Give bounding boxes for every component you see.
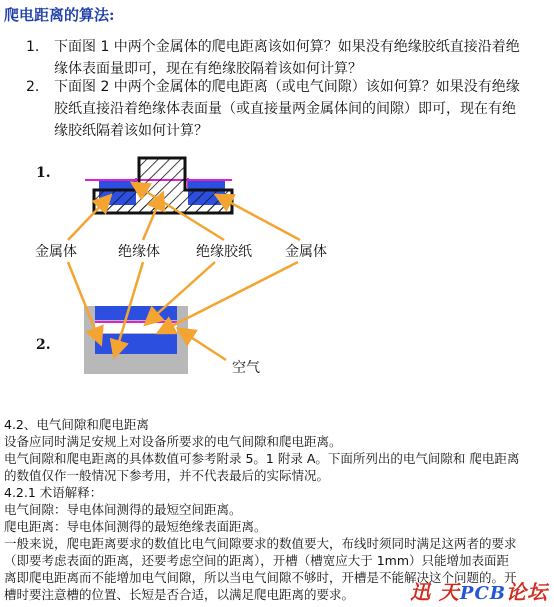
question-1-line-1: 下面图 1 中两个金属体的爬电距离该如何算？如果没有绝缘胶纸直接沿着绝 — [54, 39, 520, 55]
watermark-prefix: 迅 天 — [409, 580, 460, 604]
arrow-metal-left — [68, 197, 109, 240]
question-1-line-2: 缘体表面量即可，现在有绝缘胶隔着该如何计算？ — [54, 61, 362, 77]
label-insulator: 绝缘体 — [118, 244, 160, 260]
label-air: 空气 — [232, 360, 260, 376]
question-2-line-1: 下面图 2 中两个金属体的爬电距离（或电气间隙）该如何算？如果没有绝缘 — [54, 79, 520, 95]
arrow-metal-right-2 — [160, 262, 298, 332]
figure-2-label: 2. — [36, 337, 51, 353]
watermark-pcb: PCB — [459, 583, 506, 604]
paragraph-line-2: （即要考虑表面的距离，还要考虑空间的距离），开槽（槽宽应大于 1mm）只能增加表面距 — [4, 553, 510, 568]
label-insulation-tape: 绝缘胶纸 — [196, 244, 252, 260]
question-1 — [26, 36, 548, 80]
watermark-suffix: 论坛 — [506, 580, 548, 604]
page-heading: 爬电距离的算法: — [4, 6, 115, 24]
insulator-base — [94, 205, 232, 213]
question-2-number: 2. — [26, 79, 40, 95]
terms-heading: 4.2.1 术语解释： — [4, 485, 103, 500]
forum-watermark — [410, 576, 548, 605]
section-line-3: 的数值仅作一般情况下参考用，并不代表最后的实际情况。 — [4, 468, 330, 483]
section-title: 4.2、电气间隙和爬电距离 — [4, 417, 149, 432]
term-clearance: 电气间隙：导电体间测得的最短空间距离。 — [4, 502, 242, 517]
question-1-number: 1. — [26, 39, 40, 55]
label-metal-left: 金属体 — [35, 244, 77, 260]
term-creepage: 爬电距离：导电体间测得的最短绝缘表面距离。 — [4, 519, 267, 534]
metal-plate-bottom — [95, 334, 177, 354]
paragraph-line-4: 槽时要注意槽的位置、长短是否合适，以满足爬电距离的要求。 — [4, 587, 355, 602]
question-2-line-3: 缘胶纸隔着该如何计算？ — [54, 123, 208, 139]
section-line-2: 电气间隙和爬电距离的具体数值可参考附录 5。1 附录 A。下面所列出的电气间隙和 爬电距离 — [4, 451, 520, 466]
arrow-metal-right — [218, 196, 300, 240]
section-line-1: 设备应同时满足安规上对设备所要求的电气间隙和爬电距离。 — [4, 434, 342, 449]
paragraph-line-1: 一般来说，爬电距离要求的数值比电气间隙要求的数值要大，布线时须同时满足这两者的要求 — [4, 536, 517, 551]
question-2-line-2: 胶纸直接沿着绝缘体表面量（或直接量两金属体间的间隙）即可，现在有绝 — [54, 101, 516, 117]
creepage-figure — [0, 140, 554, 380]
figure-1-label: 1. — [36, 165, 51, 181]
question-2 — [26, 76, 548, 142]
paragraph-line-3: 离即爬电距离而不能增加电气间隙，所以当电气间隙不够时，开槽是不能解决这个问题的。开 — [4, 570, 517, 585]
label-metal-right: 金属体 — [285, 244, 327, 260]
